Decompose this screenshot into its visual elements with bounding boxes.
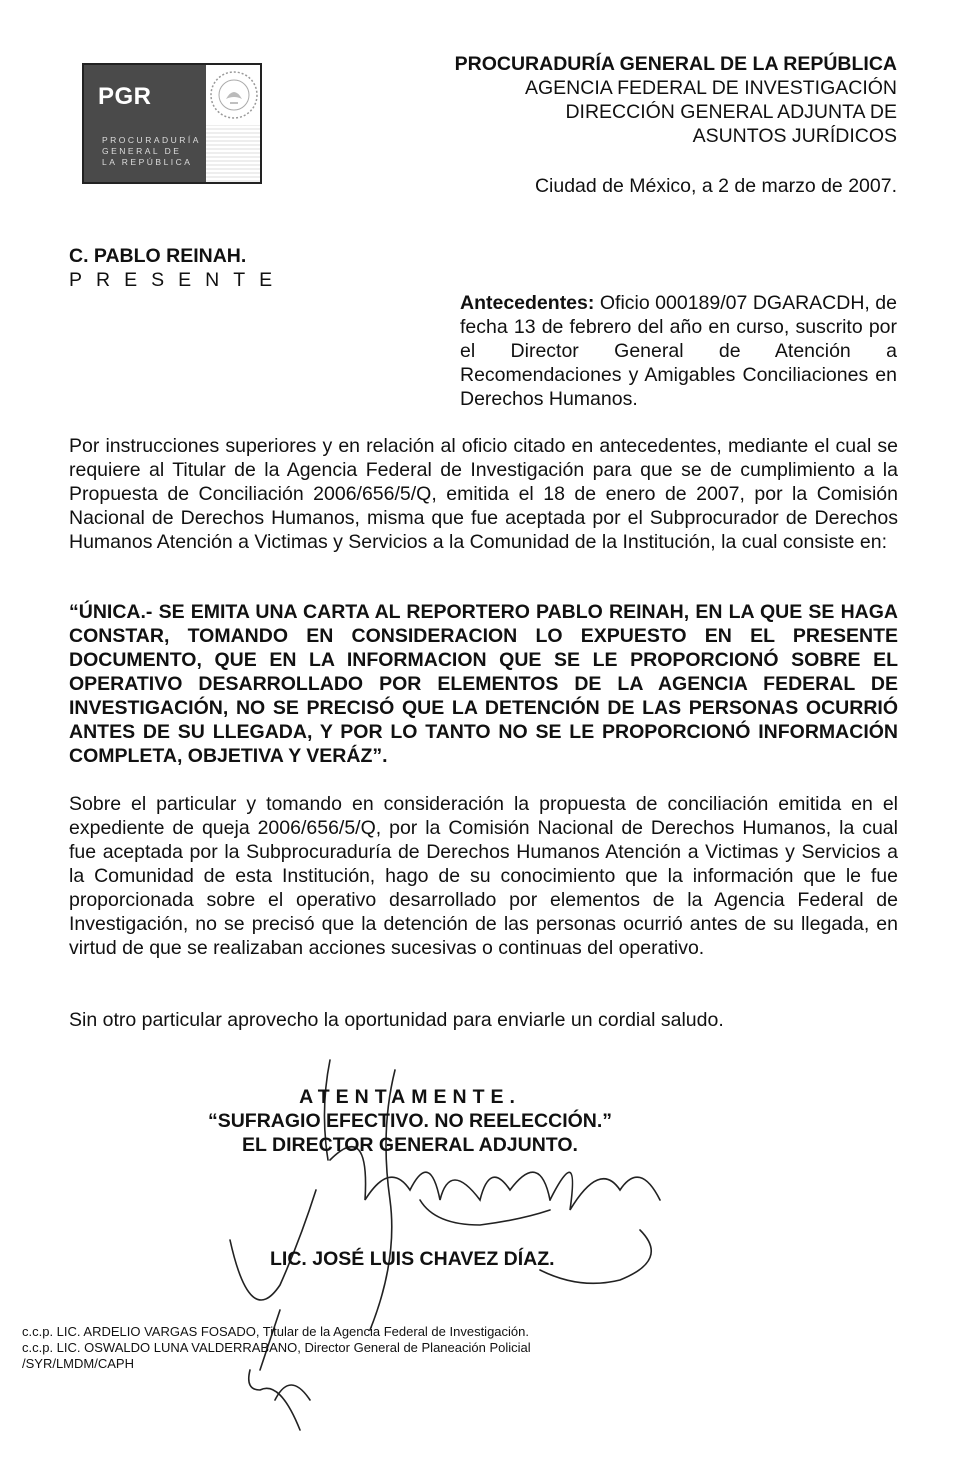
motto: “SUFRAGIO EFECTIVO. NO REELECCIÓN.” (207, 1110, 613, 1132)
letterhead (455, 52, 897, 148)
directorate-name-cont: ASUNTOS JURÍDICOS (692, 125, 897, 147)
recipient-name: C. PABLO REINAH. (69, 245, 247, 267)
recipient-block (69, 244, 286, 292)
logo-line-2: GENERAL DE (102, 146, 182, 156)
antecedentes-label: Antecedentes: (460, 292, 595, 314)
pgr-logo (82, 63, 262, 184)
conciliation-quote: “ÚNICA.- SE EMITA UNA CARTA AL REPORTERO PABLO REINAH, EN LA QUE SE HAGA CONSTAR, TOMANDO EN CONSIDERACION LO EXPUESTO EN EL PRESENTE DOCUMENTO, QUE EN LA INFORMACION QUE SE LE PROPORCIONÓ SOBRE EL OPERATIVO DESARROLLADO POR ELEMENTOS DE LA AGENCIA FEDERAL DE INVESTIGACIÓN, NO SE PRECISÓ QUE LA DETENCIÓN DE LAS PERSONAS OCURRIÓ ANTES DE SU LLEGADA, Y POR LO TANTO NO SE LE PROPORCIONÓ INFORMACIÓN COMPLETA, OBJETIVA Y VERÁZ”. (69, 601, 898, 767)
antecedentes-text: Oficio 000189/07 DGARACDH, de fecha 13 de febrero del año en curso, suscrito por el Director General de Atención a Recomendaciones y Amigables Conciliaciones en Derechos Humanos. (460, 292, 897, 410)
body-paragraph-2: Sobre el particular y tomando en consideración la propuesta de conciliación emitida en el expediente de queja 2006/656/5/Q, por la Comisión Nacional de Derechos Humanos, la cual fue aceptada por la Subprocuraduría de Derechos Humanos Atención a Victimas y Servicios a la Comunidad de esta Institución, hago de su conocimiento que la información que le fue proporcionada sobre el operativo desarrollado por elementos de la Agencia Federal de Investigación, no se precisó que la detención de las personas ocurrió antes de su llegada, en virtud de que se realizaban acciones sucesivas o continuas del operativo. (69, 793, 898, 959)
atentamente-label: ATENTAMENTE. (299, 1086, 521, 1108)
body-paragraph-3: Sin otro particular aprovecho la oportunidad para enviarle un cordial saludo. (69, 1009, 724, 1031)
logo-dark-panel (84, 65, 206, 182)
signer-role: EL DIRECTOR GENERAL ADJUNTO. (242, 1134, 578, 1156)
cc-line-1: c.c.p. LIC. ARDELIO VARGAS FOSADO, Titular de la Agencia Federal de Investigación. (22, 1324, 529, 1339)
closing-block (200, 1085, 620, 1157)
presente-label: PRESENTE (69, 269, 287, 291)
directorate-name: DIRECCIÓN GENERAL ADJUNTA DE (565, 101, 897, 123)
cc-line-2: c.c.p. LIC. OSWALDO LUNA VALDERRABANO, Director General de Planeación Policial (22, 1340, 531, 1355)
body-paragraph-1: Por instrucciones superiores y en relación al oficio citado en antecedentes, mediante el cual se requiere al Titular de la Agencia Federal de Investigación para que se de cumplimiento a la Propuesta de Conciliación 2006/656/5/Q, emitida el 18 de enero de 2007, por la Comisión Nacional de Derechos Humanos, misma que fue aceptada por el Subprocurador de Derechos Humanos Atención a Victimas y Servicios a la Comunidad de la Institución, la cual consiste en: (69, 435, 898, 553)
logo-line-3: LA REPÚBLICA (102, 157, 193, 167)
logo-acronym: PGR (98, 83, 152, 110)
mexico-seal-icon (208, 69, 260, 121)
signer-name: LIC. JOSÉ LUIS CHAVEZ DÍAZ. (270, 1248, 555, 1270)
city-date: Ciudad de México, a 2 de marzo de 2007. (534, 175, 897, 197)
institution-name: PROCURADURÍA GENERAL DE LA REPÚBLICA (454, 53, 897, 75)
cc-list (22, 1324, 531, 1372)
logo-pattern (206, 125, 260, 182)
logo-subtitle (102, 135, 201, 168)
antecedentes-block (460, 291, 897, 411)
agency-name: AGENCIA FEDERAL DE INVESTIGACIÓN (524, 77, 897, 99)
logo-line-1: PROCURADURÍA (102, 135, 201, 145)
reference-initials: /SYR/LMDM/CAPH (22, 1356, 134, 1371)
